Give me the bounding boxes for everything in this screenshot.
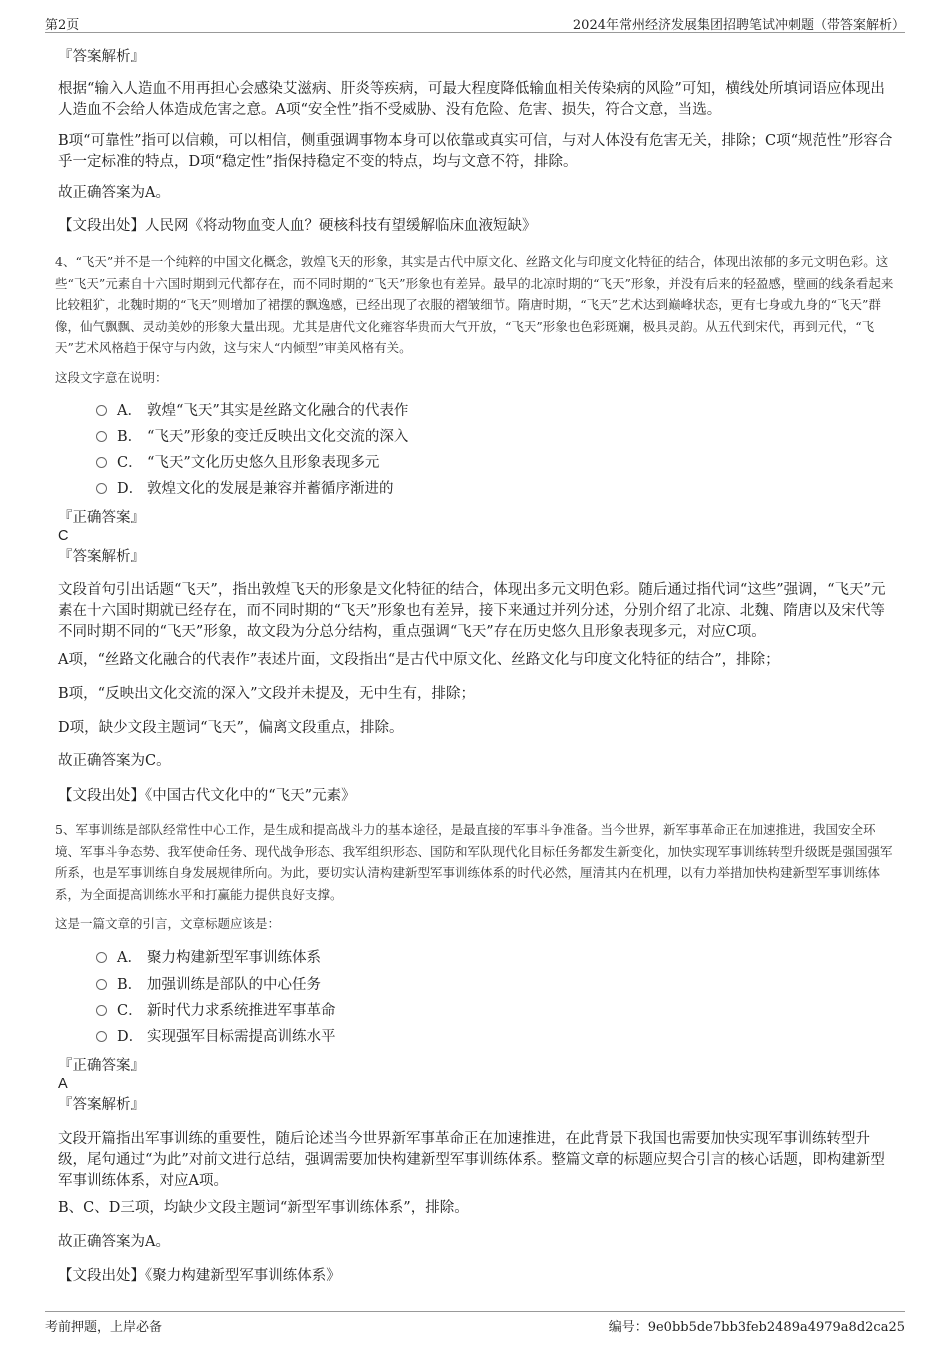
correct-answer: A: [58, 1076, 68, 1092]
radio-button[interactable]: [96, 483, 107, 494]
analysis-paragraph: 文段开篇指出军事训练的重要性，随后论述当今世界新军事革命正在加速推进，在此背景下我国也需要加快实现军事训练转型升级，尾句通过“为此”对前文进行总结，强调需要加快构建新型军事训练体系。整篇文章的标题应契合引言的核心话题，即构建新型军事训练体系，对应A项。: [58, 1131, 885, 1189]
analysis-label: 『答案解析』: [58, 549, 145, 565]
option-c[interactable]: C． 新时代力求系统推进军事革命: [96, 1001, 336, 1021]
source-citation: 【文段出处】《聚力构建新型军事训练体系》: [58, 1268, 341, 1284]
answer-label: 『正确答案』: [58, 510, 145, 526]
document-title: 2024年常州经济发展集团招聘笔试冲刺题（带答案解析）: [572, 18, 905, 33]
radio-button[interactable]: [96, 1005, 107, 1016]
conclusion: 故正确答案为A。: [58, 1234, 170, 1250]
page-footer: [45, 1311, 905, 1334]
page-header: [45, 12, 905, 33]
analysis-paragraph: B项，“反映出文化交流的深入”文段并未提及，无中生有，排除；: [58, 686, 475, 702]
analysis-paragraph: 根据“输入人造血不用再担心会感染艾滋病、肝炎等疾病，可最大程度降低输血相关传染病的风险”可知，横线处所填词语应体现出人造血不会给人体造成危害之意。A项“安全性”指不受威胁、没有危险、危害、损失，符合文意，当选。: [58, 81, 885, 118]
conclusion: 故正确答案为C。: [58, 753, 171, 769]
option-d[interactable]: D． 敦煌文化的发展是兼容并蓄循序渐进的: [96, 479, 394, 499]
question-stem: 这段文字意在说明：: [55, 370, 168, 385]
question-passage: 5、军事训练是部队经常性中心工作，是生成和提高战斗力的基本途径，是最直接的军事斗争准备。当今世界，新军事革命正在加速推进，我国安全环境、军事斗争态势、我军使命任务、现代战争形态、我军组织形态、国防和军队现代化目标任务都发生新变化，加快实现军事训练转型升级既是强国强军所系，也是军事训练自身发展规律所向。为此，要切实认清构建新型军事训练体系的时代必然，厘清其内在机理，以有力举措加快构建新型军事训练体系，为全面提高训练水平和打赢能力提供良好支撑。: [55, 822, 893, 902]
page-number: 第2页: [45, 18, 80, 33]
radio-button[interactable]: [96, 979, 107, 990]
conclusion: 故正确答案为A。: [58, 185, 170, 201]
document-code: 编号：9e0bb5de7bb3feb2489a4979a8d2ca25: [608, 1320, 905, 1335]
question-stem: 这是一篇文章的引言，文章标题应该是：: [55, 916, 281, 931]
source-citation: 【文段出处】人民网《将动物血变人血？硬核科技有望缓解临床血液短缺》: [58, 218, 537, 234]
answer-label: 『正确答案』: [58, 1058, 145, 1074]
option-a[interactable]: A． 聚力构建新型军事训练体系: [96, 948, 321, 968]
radio-button[interactable]: [96, 457, 107, 468]
option-d[interactable]: D． 实现强军目标需提高训练水平: [96, 1027, 336, 1047]
option-c[interactable]: C． “飞天”文化历史悠久且形象表现多元: [96, 453, 379, 473]
radio-button[interactable]: [96, 1031, 107, 1042]
analysis-paragraph: 文段首句引出话题“飞天”，指出敦煌飞天的形象是文化特征的结合，体现出多元文明色彩。随后通过指代词“这些”强调，“飞天”元素在十六国时期就已经存在，而不同时期的“飞天”形象也有差异，接下来通过并列分述，分别介绍了北凉、北魏、隋唐以及宋代等不同时期不同的“飞天”形象，故文段为分总分结构，重点强调“飞天”存在历史悠久且形象表现多元，对应C项。: [58, 582, 886, 640]
source-citation: 【文段出处】《中国古代文化中的“飞天”元素》: [58, 788, 356, 804]
analysis-paragraph: B、C、D三项，均缺少文段主题词“新型军事训练体系”，排除。: [58, 1200, 469, 1216]
analysis-paragraph: A项，“丝路文化融合的代表作”表述片面，文段指出“是古代中原文化、丝路文化与印度文化特征的结合”，排除；: [58, 652, 780, 668]
analysis-label: 『答案解析』: [58, 1097, 145, 1113]
radio-button[interactable]: [96, 952, 107, 963]
analysis-paragraph: B项“可靠性”指可以信赖，可以相信，侧重强调事物本身可以依靠或真实可信，与对人体没有危害无关，排除；C项“规范性”形容合乎一定标准的特点，D项“稳定性”指保持稳定不变的特点，均与文意不符，排除。: [58, 133, 893, 170]
option-a[interactable]: A． 敦煌“飞天”其实是丝路文化融合的代表作: [96, 401, 408, 421]
radio-button[interactable]: [96, 405, 107, 416]
option-b[interactable]: B． “飞天”形象的变迁反映出文化交流的深入: [96, 427, 408, 447]
radio-button[interactable]: [96, 431, 107, 442]
question-passage: 4、“飞天”并不是一个纯粹的中国文化概念，敦煌飞天的形象，其实是古代中原文化、丝路文化与印度文化特征的结合，体现出浓郁的多元文明色彩。这些“飞天”元素自十六国时期到元代都存在，而不同时期的“飞天”形象也有差异。最早的北凉时期的“飞天”形象，并没有后来的轻盈感，壁画的线条看起来比较粗犷，北魏时期的“飞天”则增加了裙摆的飘逸感，已经出现了衣服的褶皱细节。隋唐时期，“飞天”艺术达到巅峰状态，更有七身或九身的“飞天”群像，仙气飘飘、灵动美妙的形象大量出现。尤其是唐代文化雍容华贵而大气开放，“飞天”形象也色彩斑斓，极具灵韵。从五代到宋代，再到元代，“飞天”艺术风格趋于保守与内敛，这与宋人“内倾型”审美风格有关。: [55, 254, 894, 355]
analysis-label: 『答案解析』: [58, 49, 145, 65]
footer-slogan: 考前押题，上岸必备: [45, 1320, 163, 1335]
option-b[interactable]: B． 加强训练是部队的中心任务: [96, 975, 321, 995]
correct-answer: C: [58, 528, 69, 544]
analysis-paragraph: D项，缺少文段主题词“飞天”，偏离文段重点，排除。: [58, 720, 404, 736]
